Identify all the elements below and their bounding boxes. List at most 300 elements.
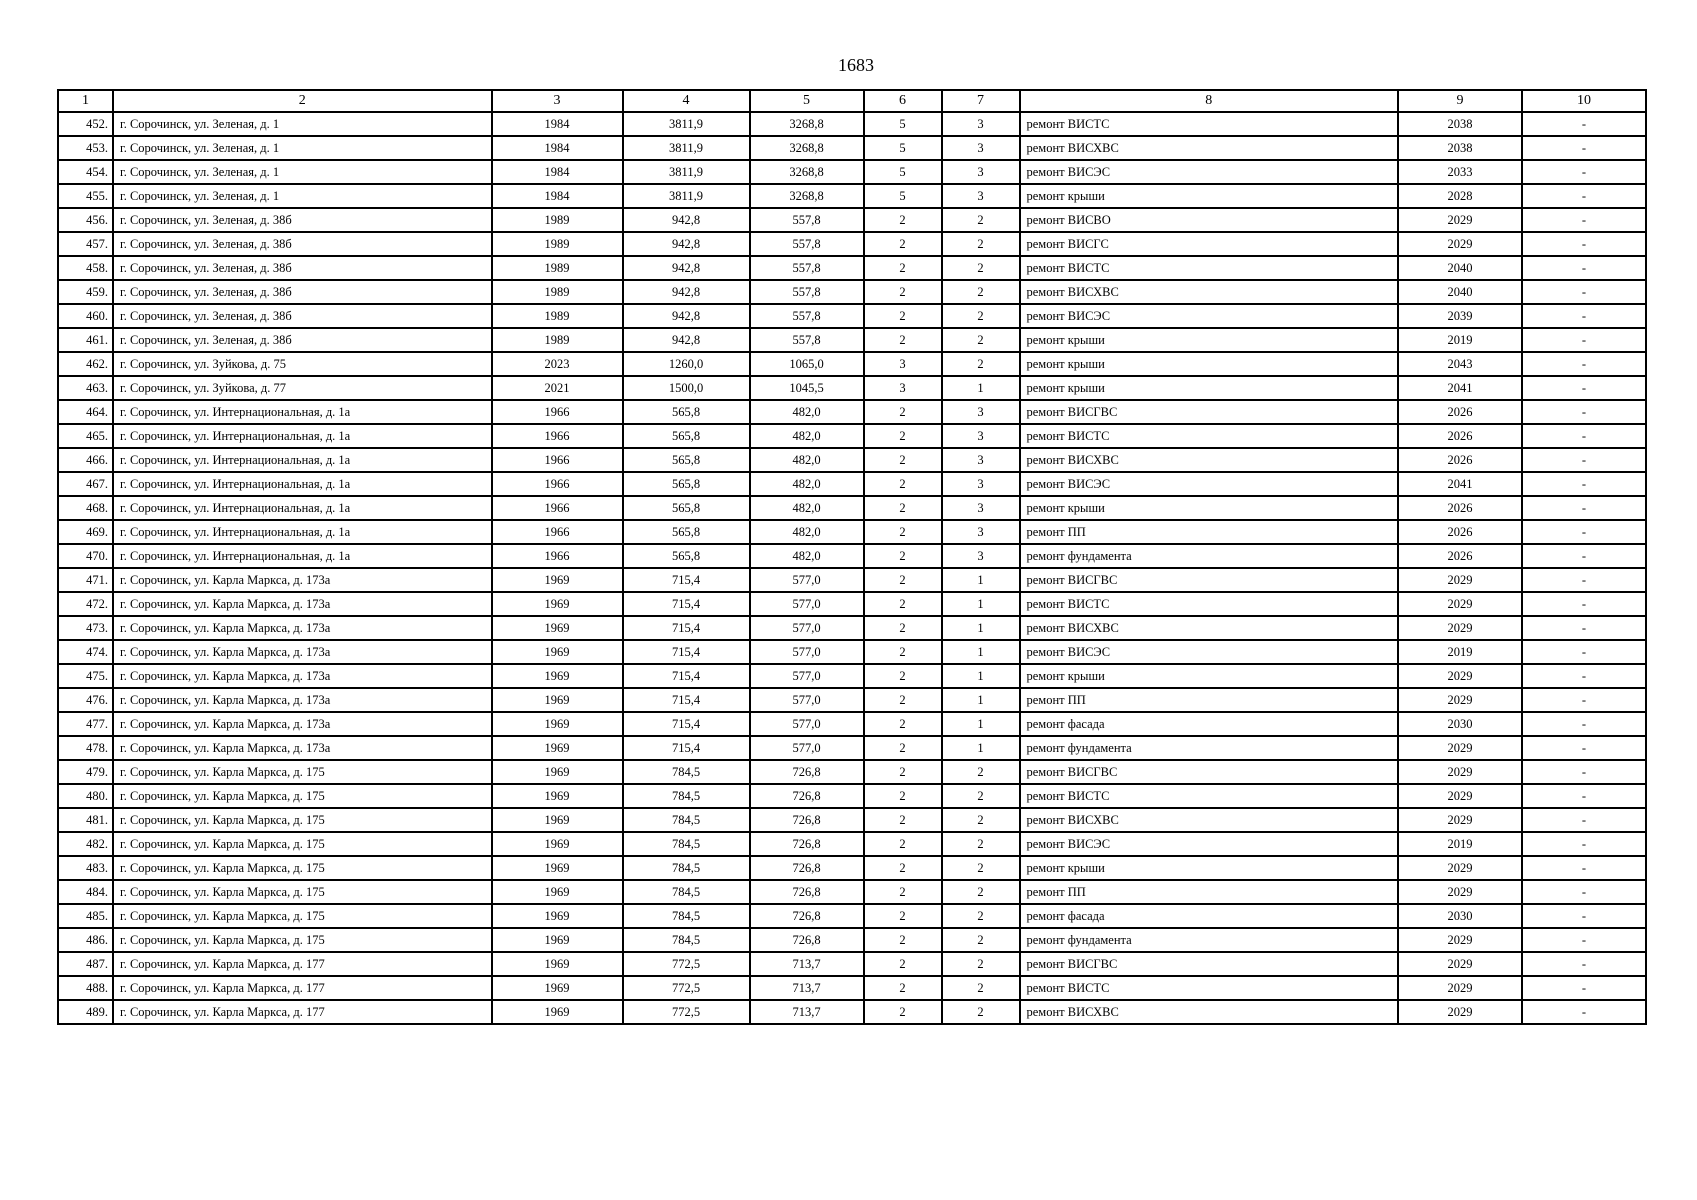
floors-cell: 2 xyxy=(864,976,942,1000)
living-area-cell: 3268,8 xyxy=(750,184,864,208)
entrances-cell: 2 xyxy=(942,352,1020,376)
floors-cell: 2 xyxy=(864,496,942,520)
living-area-cell: 3268,8 xyxy=(750,136,864,160)
planned-year-cell: 2040 xyxy=(1398,280,1522,304)
floors-cell: 2 xyxy=(864,448,942,472)
row-number-cell: 461. xyxy=(58,328,113,352)
table-row xyxy=(58,136,1646,160)
living-area-cell: 557,8 xyxy=(750,304,864,328)
floors-cell: 2 xyxy=(864,664,942,688)
note-cell: - xyxy=(1522,208,1646,232)
year-built-cell: 1969 xyxy=(492,712,623,736)
page-number: 1683 xyxy=(838,55,874,75)
note-cell: - xyxy=(1522,736,1646,760)
living-area-cell: 713,7 xyxy=(750,952,864,976)
floors-cell: 2 xyxy=(864,928,942,952)
work-type-cell: ремонт фундамента xyxy=(1020,736,1399,760)
total-area-cell: 942,8 xyxy=(623,328,750,352)
living-area-cell: 557,8 xyxy=(750,232,864,256)
row-number-cell: 488. xyxy=(58,976,113,1000)
year-built-cell: 1969 xyxy=(492,904,623,928)
living-area-cell: 726,8 xyxy=(750,928,864,952)
floors-cell: 2 xyxy=(864,232,942,256)
note-cell: - xyxy=(1522,400,1646,424)
table-row xyxy=(58,544,1646,568)
table-row xyxy=(58,496,1646,520)
floors-cell: 2 xyxy=(864,400,942,424)
floors-cell: 2 xyxy=(864,424,942,448)
floors-cell: 3 xyxy=(864,352,942,376)
planned-year-cell: 2026 xyxy=(1398,496,1522,520)
entrances-cell: 2 xyxy=(942,832,1020,856)
living-area-cell: 3268,8 xyxy=(750,160,864,184)
address-cell: г. Сорочинск, ул. Карла Маркса, д. 177 xyxy=(113,1000,492,1024)
living-area-cell: 726,8 xyxy=(750,880,864,904)
column-header-10: 10 xyxy=(1522,90,1646,112)
note-cell: - xyxy=(1522,1000,1646,1024)
living-area-cell: 482,0 xyxy=(750,448,864,472)
table-row xyxy=(58,232,1646,256)
living-area-cell: 577,0 xyxy=(750,616,864,640)
year-built-cell: 1989 xyxy=(492,304,623,328)
address-cell: г. Сорочинск, ул. Зеленая, д. 38б xyxy=(113,328,492,352)
address-cell: г. Сорочинск, ул. Зеленая, д. 1 xyxy=(113,184,492,208)
note-cell: - xyxy=(1522,616,1646,640)
table-row xyxy=(58,712,1646,736)
planned-year-cell: 2026 xyxy=(1398,520,1522,544)
note-cell: - xyxy=(1522,424,1646,448)
entrances-cell: 3 xyxy=(942,472,1020,496)
table-row xyxy=(58,352,1646,376)
address-cell: г. Сорочинск, ул. Зеленая, д. 1 xyxy=(113,112,492,136)
table-row xyxy=(58,856,1646,880)
floors-cell: 2 xyxy=(864,280,942,304)
planned-year-cell: 2029 xyxy=(1398,616,1522,640)
floors-cell: 2 xyxy=(864,1000,942,1024)
work-type-cell: ремонт ВИСТС xyxy=(1020,976,1399,1000)
year-built-cell: 1966 xyxy=(492,448,623,472)
planned-year-cell: 2029 xyxy=(1398,808,1522,832)
living-area-cell: 557,8 xyxy=(750,280,864,304)
floors-cell: 2 xyxy=(864,808,942,832)
row-number-cell: 468. xyxy=(58,496,113,520)
row-number-cell: 489. xyxy=(58,1000,113,1024)
work-type-cell: ремонт крыши xyxy=(1020,328,1399,352)
planned-year-cell: 2019 xyxy=(1398,832,1522,856)
total-area-cell: 565,8 xyxy=(623,544,750,568)
note-cell: - xyxy=(1522,688,1646,712)
table-row xyxy=(58,688,1646,712)
planned-year-cell: 2029 xyxy=(1398,664,1522,688)
floors-cell: 5 xyxy=(864,184,942,208)
entrances-cell: 2 xyxy=(942,784,1020,808)
row-number-cell: 484. xyxy=(58,880,113,904)
work-type-cell: ремонт ВИСГВС xyxy=(1020,760,1399,784)
floors-cell: 3 xyxy=(864,376,942,400)
row-number-cell: 476. xyxy=(58,688,113,712)
planned-year-cell: 2030 xyxy=(1398,904,1522,928)
table-row xyxy=(58,760,1646,784)
living-area-cell: 713,7 xyxy=(750,976,864,1000)
address-cell: г. Сорочинск, ул. Карла Маркса, д. 177 xyxy=(113,976,492,1000)
work-type-cell: ремонт ПП xyxy=(1020,688,1399,712)
year-built-cell: 1969 xyxy=(492,736,623,760)
row-number-cell: 465. xyxy=(58,424,113,448)
address-cell: г. Сорочинск, ул. Карла Маркса, д. 173а xyxy=(113,688,492,712)
living-area-cell: 482,0 xyxy=(750,544,864,568)
address-cell: г. Сорочинск, ул. Карла Маркса, д. 175 xyxy=(113,880,492,904)
floors-cell: 2 xyxy=(864,616,942,640)
work-type-cell: ремонт фасада xyxy=(1020,712,1399,736)
column-header-8: 8 xyxy=(1020,90,1399,112)
address-cell: г. Сорочинск, ул. Интернациональная, д. 1а xyxy=(113,472,492,496)
living-area-cell: 577,0 xyxy=(750,568,864,592)
planned-year-cell: 2026 xyxy=(1398,424,1522,448)
row-number-cell: 474. xyxy=(58,640,113,664)
note-cell: - xyxy=(1522,784,1646,808)
note-cell: - xyxy=(1522,976,1646,1000)
planned-year-cell: 2041 xyxy=(1398,376,1522,400)
table-row xyxy=(58,520,1646,544)
work-type-cell: ремонт ВИСХВС xyxy=(1020,280,1399,304)
column-header-6: 6 xyxy=(864,90,942,112)
entrances-cell: 3 xyxy=(942,160,1020,184)
year-built-cell: 1969 xyxy=(492,616,623,640)
entrances-cell: 3 xyxy=(942,424,1020,448)
total-area-cell: 784,5 xyxy=(623,832,750,856)
total-area-cell: 942,8 xyxy=(623,256,750,280)
note-cell: - xyxy=(1522,136,1646,160)
floors-cell: 2 xyxy=(864,952,942,976)
note-cell: - xyxy=(1522,184,1646,208)
row-number-cell: 472. xyxy=(58,592,113,616)
note-cell: - xyxy=(1522,856,1646,880)
note-cell: - xyxy=(1522,808,1646,832)
living-area-cell: 557,8 xyxy=(750,328,864,352)
total-area-cell: 565,8 xyxy=(623,424,750,448)
row-number-cell: 459. xyxy=(58,280,113,304)
entrances-cell: 1 xyxy=(942,664,1020,688)
work-type-cell: ремонт ВИСГВС xyxy=(1020,400,1399,424)
work-type-cell: ремонт ВИСГС xyxy=(1020,232,1399,256)
total-area-cell: 942,8 xyxy=(623,208,750,232)
entrances-cell: 1 xyxy=(942,616,1020,640)
column-header-5: 5 xyxy=(750,90,864,112)
living-area-cell: 577,0 xyxy=(750,688,864,712)
entrances-cell: 2 xyxy=(942,976,1020,1000)
year-built-cell: 1969 xyxy=(492,1000,623,1024)
year-built-cell: 1989 xyxy=(492,280,623,304)
table-row xyxy=(58,184,1646,208)
row-number-cell: 453. xyxy=(58,136,113,160)
row-number-cell: 481. xyxy=(58,808,113,832)
total-area-cell: 715,4 xyxy=(623,712,750,736)
year-built-cell: 1984 xyxy=(492,136,623,160)
total-area-cell: 942,8 xyxy=(623,280,750,304)
planned-year-cell: 2019 xyxy=(1398,640,1522,664)
row-number-cell: 469. xyxy=(58,520,113,544)
planned-year-cell: 2026 xyxy=(1398,448,1522,472)
work-type-cell: ремонт ВИСХВС xyxy=(1020,616,1399,640)
floors-cell: 2 xyxy=(864,736,942,760)
note-cell: - xyxy=(1522,304,1646,328)
table-row xyxy=(58,280,1646,304)
floors-cell: 2 xyxy=(864,688,942,712)
floors-cell: 2 xyxy=(864,712,942,736)
work-type-cell: ремонт ВИСХВС xyxy=(1020,1000,1399,1024)
row-number-cell: 482. xyxy=(58,832,113,856)
address-cell: г. Сорочинск, ул. Карла Маркса, д. 175 xyxy=(113,760,492,784)
entrances-cell: 2 xyxy=(942,928,1020,952)
entrances-cell: 1 xyxy=(942,568,1020,592)
note-cell: - xyxy=(1522,496,1646,520)
table-row xyxy=(58,952,1646,976)
year-built-cell: 1969 xyxy=(492,760,623,784)
note-cell: - xyxy=(1522,328,1646,352)
row-number-cell: 452. xyxy=(58,112,113,136)
living-area-cell: 482,0 xyxy=(750,520,864,544)
year-built-cell: 1966 xyxy=(492,424,623,448)
table-row xyxy=(58,328,1646,352)
year-built-cell: 1989 xyxy=(492,232,623,256)
living-area-cell: 577,0 xyxy=(750,664,864,688)
entrances-cell: 3 xyxy=(942,112,1020,136)
planned-year-cell: 2030 xyxy=(1398,712,1522,736)
row-number-cell: 483. xyxy=(58,856,113,880)
year-built-cell: 1969 xyxy=(492,880,623,904)
total-area-cell: 715,4 xyxy=(623,568,750,592)
living-area-cell: 482,0 xyxy=(750,472,864,496)
table-row xyxy=(58,208,1646,232)
total-area-cell: 3811,9 xyxy=(623,160,750,184)
floors-cell: 2 xyxy=(864,592,942,616)
total-area-cell: 715,4 xyxy=(623,640,750,664)
year-built-cell: 1966 xyxy=(492,472,623,496)
living-area-cell: 1045,5 xyxy=(750,376,864,400)
row-number-cell: 473. xyxy=(58,616,113,640)
address-cell: г. Сорочинск, ул. Карла Маркса, д. 175 xyxy=(113,856,492,880)
entrances-cell: 1 xyxy=(942,688,1020,712)
row-number-cell: 462. xyxy=(58,352,113,376)
table-row xyxy=(58,568,1646,592)
address-cell: г. Сорочинск, ул. Карла Маркса, д. 175 xyxy=(113,808,492,832)
total-area-cell: 772,5 xyxy=(623,1000,750,1024)
planned-year-cell: 2043 xyxy=(1398,352,1522,376)
row-number-cell: 471. xyxy=(58,568,113,592)
work-type-cell: ремонт ВИСХВС xyxy=(1020,136,1399,160)
year-built-cell: 2023 xyxy=(492,352,623,376)
total-area-cell: 565,8 xyxy=(623,472,750,496)
row-number-cell: 475. xyxy=(58,664,113,688)
note-cell: - xyxy=(1522,256,1646,280)
row-number-cell: 456. xyxy=(58,208,113,232)
total-area-cell: 715,4 xyxy=(623,688,750,712)
year-built-cell: 1969 xyxy=(492,592,623,616)
work-type-cell: ремонт ВИСЭС xyxy=(1020,640,1399,664)
year-built-cell: 1984 xyxy=(492,112,623,136)
planned-year-cell: 2029 xyxy=(1398,784,1522,808)
address-cell: г. Сорочинск, ул. Карла Маркса, д. 175 xyxy=(113,832,492,856)
column-header-1: 1 xyxy=(58,90,113,112)
work-type-cell: ремонт крыши xyxy=(1020,184,1399,208)
year-built-cell: 1969 xyxy=(492,664,623,688)
table-row xyxy=(58,424,1646,448)
work-type-cell: ремонт ВИСГВС xyxy=(1020,952,1399,976)
note-cell: - xyxy=(1522,280,1646,304)
living-area-cell: 713,7 xyxy=(750,1000,864,1024)
row-number-cell: 454. xyxy=(58,160,113,184)
living-area-cell: 726,8 xyxy=(750,856,864,880)
entrances-cell: 2 xyxy=(942,232,1020,256)
address-cell: г. Сорочинск, ул. Интернациональная, д. 1а xyxy=(113,544,492,568)
entrances-cell: 3 xyxy=(942,136,1020,160)
address-cell: г. Сорочинск, ул. Зеленая, д. 1 xyxy=(113,136,492,160)
planned-year-cell: 2029 xyxy=(1398,856,1522,880)
entrances-cell: 2 xyxy=(942,880,1020,904)
table-row xyxy=(58,400,1646,424)
year-built-cell: 2021 xyxy=(492,376,623,400)
note-cell: - xyxy=(1522,112,1646,136)
work-type-cell: ремонт крыши xyxy=(1020,856,1399,880)
entrances-cell: 2 xyxy=(942,328,1020,352)
total-area-cell: 3811,9 xyxy=(623,184,750,208)
planned-year-cell: 2038 xyxy=(1398,112,1522,136)
floors-cell: 2 xyxy=(864,208,942,232)
entrances-cell: 1 xyxy=(942,640,1020,664)
entrances-cell: 3 xyxy=(942,184,1020,208)
table-row xyxy=(58,1000,1646,1024)
total-area-cell: 3811,9 xyxy=(623,112,750,136)
address-cell: г. Сорочинск, ул. Зуйкова, д. 75 xyxy=(113,352,492,376)
address-cell: г. Сорочинск, ул. Карла Маркса, д. 173а xyxy=(113,640,492,664)
note-cell: - xyxy=(1522,928,1646,952)
row-number-cell: 479. xyxy=(58,760,113,784)
entrances-cell: 2 xyxy=(942,952,1020,976)
total-area-cell: 3811,9 xyxy=(623,136,750,160)
row-number-cell: 486. xyxy=(58,928,113,952)
work-type-cell: ремонт крыши xyxy=(1020,664,1399,688)
address-cell: г. Сорочинск, ул. Зеленая, д. 38б xyxy=(113,304,492,328)
floors-cell: 2 xyxy=(864,544,942,568)
floors-cell: 2 xyxy=(864,856,942,880)
floors-cell: 2 xyxy=(864,328,942,352)
entrances-cell: 3 xyxy=(942,400,1020,424)
note-cell: - xyxy=(1522,520,1646,544)
note-cell: - xyxy=(1522,880,1646,904)
total-area-cell: 715,4 xyxy=(623,616,750,640)
year-built-cell: 1966 xyxy=(492,400,623,424)
table-row xyxy=(58,304,1646,328)
column-header-4: 4 xyxy=(623,90,750,112)
address-cell: г. Сорочинск, ул. Карла Маркса, д. 175 xyxy=(113,784,492,808)
address-cell: г. Сорочинск, ул. Зеленая, д. 38б xyxy=(113,232,492,256)
entrances-cell: 1 xyxy=(942,712,1020,736)
entrances-cell: 1 xyxy=(942,592,1020,616)
living-area-cell: 3268,8 xyxy=(750,112,864,136)
floors-cell: 5 xyxy=(864,136,942,160)
work-type-cell: ремонт крыши xyxy=(1020,376,1399,400)
floors-cell: 2 xyxy=(864,304,942,328)
row-number-cell: 463. xyxy=(58,376,113,400)
total-area-cell: 1260,0 xyxy=(623,352,750,376)
table-row xyxy=(58,784,1646,808)
floors-cell: 2 xyxy=(864,760,942,784)
living-area-cell: 482,0 xyxy=(750,496,864,520)
planned-year-cell: 2019 xyxy=(1398,328,1522,352)
address-cell: г. Сорочинск, ул. Зеленая, д. 1 xyxy=(113,160,492,184)
total-area-cell: 565,8 xyxy=(623,496,750,520)
floors-cell: 2 xyxy=(864,832,942,856)
year-built-cell: 1966 xyxy=(492,520,623,544)
year-built-cell: 1969 xyxy=(492,784,623,808)
table-row xyxy=(58,736,1646,760)
year-built-cell: 1989 xyxy=(492,208,623,232)
table-header xyxy=(58,90,1646,112)
planned-year-cell: 2038 xyxy=(1398,136,1522,160)
living-area-cell: 577,0 xyxy=(750,640,864,664)
entrances-cell: 1 xyxy=(942,376,1020,400)
address-cell: г. Сорочинск, ул. Карла Маркса, д. 173а xyxy=(113,568,492,592)
row-number-cell: 487. xyxy=(58,952,113,976)
floors-cell: 5 xyxy=(864,160,942,184)
planned-year-cell: 2029 xyxy=(1398,1000,1522,1024)
table-row xyxy=(58,256,1646,280)
note-cell: - xyxy=(1522,232,1646,256)
entrances-cell: 1 xyxy=(942,736,1020,760)
row-number-cell: 477. xyxy=(58,712,113,736)
year-built-cell: 1969 xyxy=(492,688,623,712)
planned-year-cell: 2029 xyxy=(1398,952,1522,976)
table-row xyxy=(58,832,1646,856)
living-area-cell: 577,0 xyxy=(750,736,864,760)
address-cell: г. Сорочинск, ул. Интернациональная, д. 1а xyxy=(113,520,492,544)
address-cell: г. Сорочинск, ул. Зеленая, д. 38б xyxy=(113,208,492,232)
row-number-cell: 460. xyxy=(58,304,113,328)
column-header-9: 9 xyxy=(1398,90,1522,112)
year-built-cell: 1969 xyxy=(492,640,623,664)
work-type-cell: ремонт ВИСЭС xyxy=(1020,160,1399,184)
work-type-cell: ремонт ВИСХВС xyxy=(1020,448,1399,472)
entrances-cell: 2 xyxy=(942,1000,1020,1024)
living-area-cell: 1065,0 xyxy=(750,352,864,376)
floors-cell: 2 xyxy=(864,568,942,592)
note-cell: - xyxy=(1522,592,1646,616)
entrances-cell: 3 xyxy=(942,448,1020,472)
address-cell: г. Сорочинск, ул. Карла Маркса, д. 173а xyxy=(113,712,492,736)
entrances-cell: 2 xyxy=(942,904,1020,928)
total-area-cell: 942,8 xyxy=(623,232,750,256)
planned-year-cell: 2029 xyxy=(1398,880,1522,904)
living-area-cell: 482,0 xyxy=(750,400,864,424)
entrances-cell: 3 xyxy=(942,544,1020,568)
table-row xyxy=(58,976,1646,1000)
note-cell: - xyxy=(1522,160,1646,184)
address-cell: г. Сорочинск, ул. Зуйкова, д. 77 xyxy=(113,376,492,400)
note-cell: - xyxy=(1522,712,1646,736)
year-built-cell: 1966 xyxy=(492,544,623,568)
entrances-cell: 2 xyxy=(942,208,1020,232)
work-type-cell: ремонт ВИСТС xyxy=(1020,112,1399,136)
living-area-cell: 482,0 xyxy=(750,424,864,448)
year-built-cell: 1969 xyxy=(492,928,623,952)
floors-cell: 5 xyxy=(864,112,942,136)
address-cell: г. Сорочинск, ул. Карла Маркса, д. 173а xyxy=(113,664,492,688)
living-area-cell: 726,8 xyxy=(750,784,864,808)
entrances-cell: 2 xyxy=(942,760,1020,784)
total-area-cell: 565,8 xyxy=(623,448,750,472)
work-type-cell: ремонт ВИСЭС xyxy=(1020,832,1399,856)
planned-year-cell: 2029 xyxy=(1398,688,1522,712)
